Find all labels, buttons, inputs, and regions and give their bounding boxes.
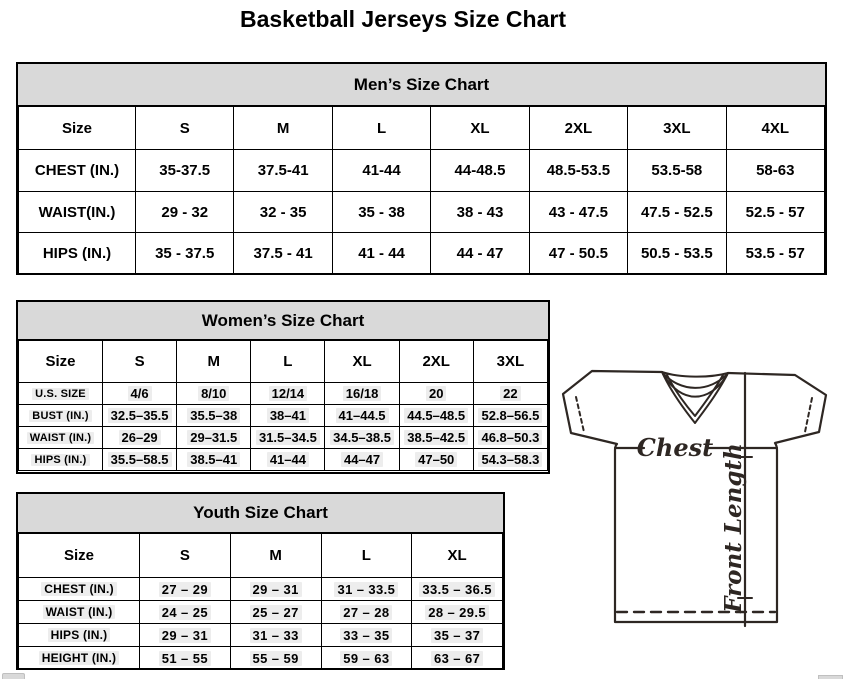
cell-text: 32.5–35.5	[108, 408, 172, 423]
table-cell	[412, 578, 503, 601]
table-cell: 58-63	[726, 150, 824, 192]
table-cell	[103, 383, 177, 405]
column-header: L	[251, 341, 325, 383]
column-header: XL	[412, 534, 503, 578]
cell-text: 8/10	[198, 386, 229, 401]
row-label: HIPS (IN.)	[19, 233, 136, 275]
table-cell: 44-48.5	[431, 150, 529, 192]
table-cell: 44 - 47	[431, 233, 529, 275]
table-row	[19, 601, 503, 624]
table-cell	[321, 624, 412, 647]
row-label	[19, 383, 103, 405]
row-label	[19, 601, 140, 624]
cell-text: 38.5–42.5	[404, 430, 468, 445]
table-cell	[177, 449, 251, 471]
column-header: M	[230, 534, 321, 578]
table-cell: 53.5-58	[628, 150, 726, 192]
cell-text: 46.8–50.3	[478, 430, 542, 445]
table-row	[19, 647, 503, 670]
table-cell: 41-44	[332, 150, 430, 192]
cell-text: 29 – 31	[250, 582, 302, 597]
table-cell	[251, 405, 325, 427]
row-label	[19, 427, 103, 449]
mens-chart-title: Men’s Size Chart	[18, 64, 825, 106]
table-cell	[230, 624, 321, 647]
column-header: 4XL	[726, 107, 824, 150]
column-header: 2XL	[399, 341, 473, 383]
table-cell	[473, 383, 547, 405]
mens-size-table	[18, 106, 825, 275]
table-cell	[399, 427, 473, 449]
youth-size-table	[18, 533, 503, 670]
cell-text: 29–31.5	[187, 430, 240, 445]
table-cell: 29 - 32	[136, 192, 234, 233]
table-cell	[321, 601, 412, 624]
column-header: Size	[19, 341, 103, 383]
cell-text: 26–29	[119, 430, 161, 445]
table-cell	[325, 427, 399, 449]
cell-text: 63 – 67	[431, 651, 483, 666]
table-cell: 35 - 38	[332, 192, 430, 233]
table-cell	[399, 449, 473, 471]
table-cell	[103, 449, 177, 471]
table-cell	[473, 405, 547, 427]
womens-size-table	[18, 340, 548, 471]
table-cell	[321, 578, 412, 601]
table-cell	[230, 578, 321, 601]
cell-text: 44.5–48.5	[404, 408, 468, 423]
table-cell: 35 - 37.5	[136, 233, 234, 275]
cell-text: 44–47	[341, 452, 383, 467]
table-cell: 50.5 - 53.5	[628, 233, 726, 275]
table-row	[19, 233, 825, 275]
column-header: 3XL	[473, 341, 547, 383]
column-header: Size	[19, 107, 136, 150]
column-header: XL	[431, 107, 529, 150]
cell-text: 51 – 55	[159, 651, 211, 666]
table-cell: 41 - 44	[332, 233, 430, 275]
cell-text: 33.5 – 36.5	[419, 582, 494, 597]
cell-text: 47–50	[415, 452, 457, 467]
bottom-left-ui-fragment	[2, 673, 25, 679]
cell-text: 35.5–58.5	[108, 452, 172, 467]
cell-text: HIPS (IN.)	[31, 454, 89, 466]
cell-text: HEIGHT (IN.)	[39, 651, 119, 665]
cell-text: 54.3–58.3	[478, 452, 542, 467]
table-cell	[321, 647, 412, 670]
table-cell	[103, 405, 177, 427]
table-row	[19, 427, 548, 449]
column-header: L	[321, 534, 412, 578]
cell-text: 35 – 37	[431, 628, 483, 643]
cell-text: 24 – 25	[159, 605, 211, 620]
cell-text: 16/18	[343, 386, 382, 401]
cell-text: HIPS (IN.)	[48, 628, 111, 642]
table-cell: 43 - 47.5	[529, 192, 627, 233]
column-header: M	[177, 341, 251, 383]
jersey-outline	[563, 371, 826, 622]
table-cell	[412, 647, 503, 670]
table-cell: 53.5 - 57	[726, 233, 824, 275]
chest-label: Chest	[636, 433, 714, 462]
cell-text: 38.5–41	[187, 452, 240, 467]
table-row	[19, 624, 503, 647]
cell-text: 59 – 63	[340, 651, 392, 666]
column-header: XL	[325, 341, 399, 383]
cell-text: 38–41	[267, 408, 309, 423]
table-cell	[230, 647, 321, 670]
table-row	[19, 383, 548, 405]
table-cell	[399, 405, 473, 427]
table-cell	[325, 383, 399, 405]
table-row	[19, 150, 825, 192]
cell-text: 33 – 35	[340, 628, 392, 643]
womens-chart-title: Women’s Size Chart	[18, 302, 548, 340]
jersey-diagram	[560, 360, 843, 679]
table-cell	[251, 427, 325, 449]
table-cell	[473, 449, 547, 471]
cell-text: 31 – 33.5	[334, 582, 398, 597]
cell-text: 41–44	[267, 452, 309, 467]
cell-text: 20	[426, 386, 446, 401]
cell-text: 31.5–34.5	[256, 430, 320, 445]
cell-text: U.S. SIZE	[32, 388, 89, 400]
cell-text: 22	[500, 386, 520, 401]
row-label	[19, 449, 103, 471]
cell-text: CHEST (IN.)	[41, 582, 117, 596]
cell-text: 29 – 31	[159, 628, 211, 643]
mens-size-chart	[16, 62, 827, 275]
table-cell	[140, 647, 231, 670]
column-header: S	[140, 534, 231, 578]
cell-text: 25 – 27	[250, 605, 302, 620]
bottom-right-ui-fragment	[818, 675, 843, 679]
collar-top-line	[662, 372, 728, 377]
cell-text: 52.8–56.5	[478, 408, 542, 423]
table-cell	[325, 449, 399, 471]
cell-text: WAIST (IN.)	[43, 605, 116, 619]
row-label: WAIST(IN.)	[19, 192, 136, 233]
right-sleeve-dashed-line	[805, 398, 812, 432]
table-cell: 37.5 - 41	[234, 233, 332, 275]
header-row	[19, 534, 503, 578]
left-sleeve-dashed-line	[576, 397, 584, 432]
cell-text: 27 – 28	[340, 605, 392, 620]
table-cell	[251, 383, 325, 405]
table-cell	[399, 383, 473, 405]
column-header: 2XL	[529, 107, 627, 150]
youth-size-chart	[16, 492, 505, 670]
column-header: S	[136, 107, 234, 150]
table-cell: 47.5 - 52.5	[628, 192, 726, 233]
header-row	[19, 107, 825, 150]
table-cell: 47 - 50.5	[529, 233, 627, 275]
table-row	[19, 192, 825, 233]
column-header: 3XL	[628, 107, 726, 150]
cell-text: 34.5–38.5	[330, 430, 394, 445]
table-cell: 32 - 35	[234, 192, 332, 233]
womens-size-chart	[16, 300, 550, 474]
row-label	[19, 578, 140, 601]
cell-text: 35.5–38	[187, 408, 240, 423]
cell-text: 12/14	[269, 386, 308, 401]
table-cell	[412, 624, 503, 647]
column-header: S	[103, 341, 177, 383]
table-cell: 35-37.5	[136, 150, 234, 192]
table-row	[19, 578, 503, 601]
row-label	[19, 405, 103, 427]
table-cell	[177, 383, 251, 405]
table-row	[19, 449, 548, 471]
cell-text: 27 – 29	[159, 582, 211, 597]
table-cell	[140, 601, 231, 624]
cell-text: 55 – 59	[250, 651, 302, 666]
cell-text: 4/6	[128, 386, 152, 401]
table-cell	[412, 601, 503, 624]
cell-text: WAIST (IN.)	[27, 432, 94, 444]
column-header: Size	[19, 534, 140, 578]
table-cell	[177, 405, 251, 427]
youth-chart-title: Youth Size Chart	[18, 494, 503, 533]
cell-text: 41–44.5	[336, 408, 389, 423]
cell-text: BUST (IN.)	[29, 410, 91, 422]
row-label	[19, 647, 140, 670]
row-label	[19, 624, 140, 647]
row-label: CHEST (IN.)	[19, 150, 136, 192]
table-cell: 37.5-41	[234, 150, 332, 192]
table-cell: 52.5 - 57	[726, 192, 824, 233]
table-cell	[230, 601, 321, 624]
table-cell	[140, 578, 231, 601]
cell-text: 31 – 33	[250, 628, 302, 643]
table-cell	[177, 427, 251, 449]
table-row	[19, 405, 548, 427]
table-cell	[251, 449, 325, 471]
table-cell: 48.5-53.5	[529, 150, 627, 192]
header-row	[19, 341, 548, 383]
page-title: Basketball Jerseys Size Chart	[239, 6, 566, 32]
table-cell	[473, 427, 547, 449]
table-cell	[325, 405, 399, 427]
table-cell	[103, 427, 177, 449]
cell-text: 28 – 29.5	[425, 605, 489, 620]
front-length-label: Front Length	[720, 443, 747, 613]
column-header: L	[332, 107, 430, 150]
column-header: M	[234, 107, 332, 150]
table-cell	[140, 624, 231, 647]
table-cell: 38 - 43	[431, 192, 529, 233]
